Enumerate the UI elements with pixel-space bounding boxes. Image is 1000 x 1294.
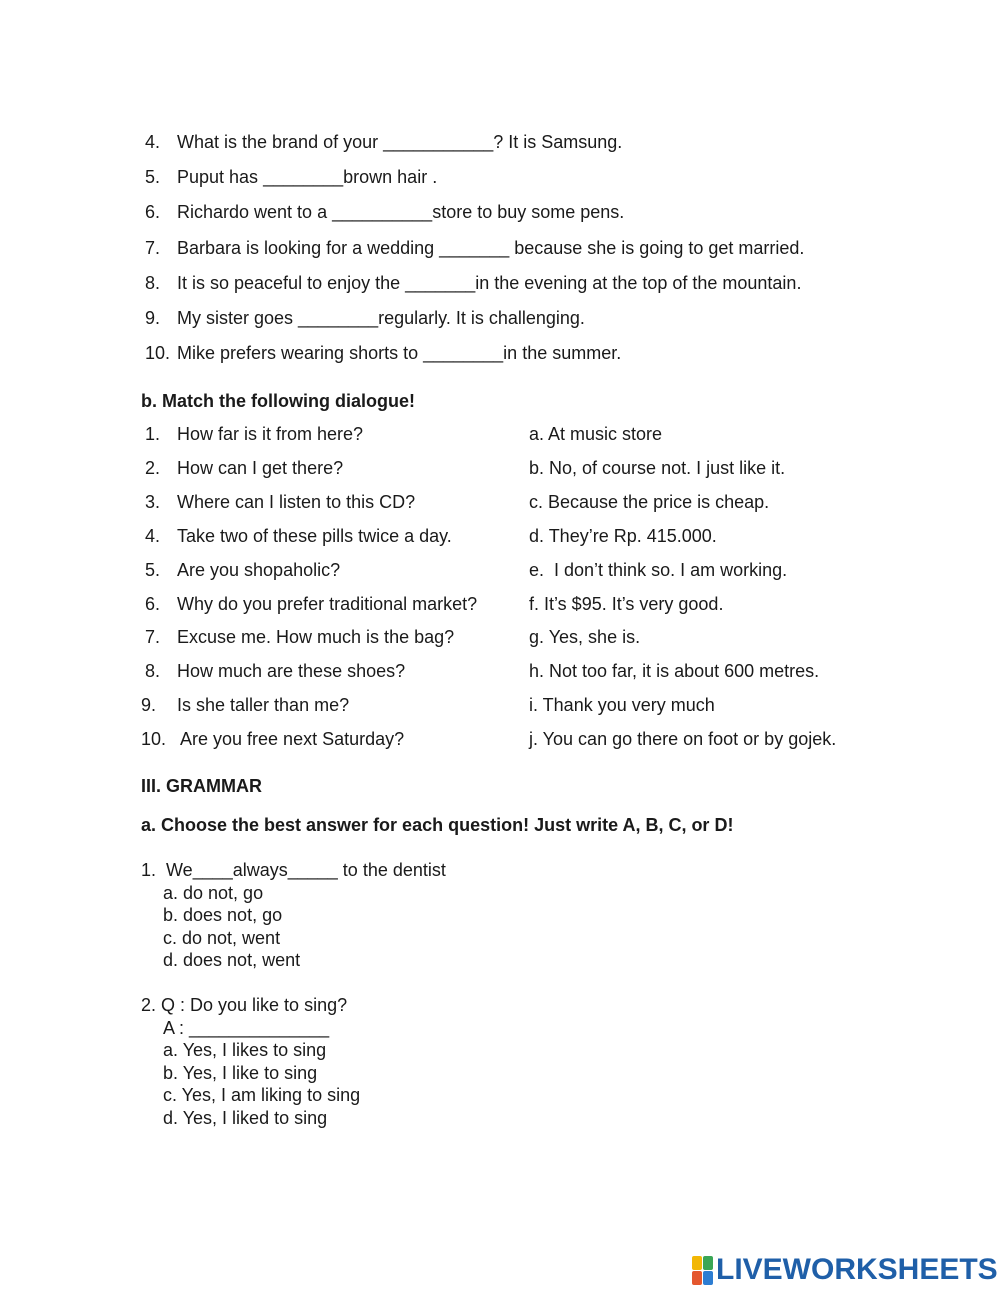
question-number: 1.	[145, 424, 161, 444]
grammar-heading: III. GRAMMAR	[141, 776, 262, 796]
item-text: What is the brand of your ___________? It is Samsung.	[177, 132, 623, 152]
question-number: 5.	[145, 560, 161, 580]
option-b: b. does not, go	[163, 905, 283, 925]
answer-option: g. Yes, she is.	[529, 627, 641, 647]
question-stem: 1. We____always_____ to the dentist	[141, 860, 446, 880]
question-number: 2.	[145, 458, 161, 478]
item-text: Mike prefers wearing shorts to ________in the summer.	[177, 343, 622, 363]
option-d: d. does not, went	[163, 950, 301, 970]
item-number: 5.	[145, 167, 161, 187]
answer-option: c. Because the price is cheap.	[529, 492, 770, 512]
item-text: Puput has ________brown hair .	[177, 167, 438, 187]
answer-option: d. They’re Rp. 415.000.	[529, 526, 717, 546]
question-number: 4.	[145, 526, 161, 546]
question-number: 6.	[145, 594, 161, 614]
answer-option: j. You can go there on foot or by gojek.	[529, 729, 837, 749]
question-text: Are you shopaholic?	[177, 560, 341, 580]
item-text: Richardo went to a __________store to buy some pens.	[177, 202, 625, 222]
liveworksheets-icon	[692, 1256, 712, 1284]
answer-line: A : ______________	[163, 1018, 330, 1038]
section-b-heading: b. Match the following dialogue!	[141, 391, 415, 411]
question-text: Excuse me. How much is the bag?	[177, 627, 455, 647]
option-c: c. Yes, I am liking to sing	[163, 1085, 361, 1105]
item-text: It is so peaceful to enjoy the _______in the evening at the top of the mountain.	[177, 273, 802, 293]
option-c: c. do not, went	[163, 928, 281, 948]
item-number: 6.	[145, 202, 161, 222]
question-text: Take two of these pills twice a day.	[177, 526, 452, 546]
item-text: My sister goes ________regularly. It is challenging.	[177, 308, 585, 328]
option-a: a. do not, go	[163, 883, 264, 903]
question-text: Are you free next Saturday?	[180, 729, 405, 749]
question-number: 8.	[145, 661, 161, 681]
option-d: d. Yes, I liked to sing	[163, 1108, 328, 1128]
answer-option: b. No, of course not. I just like it.	[529, 458, 786, 478]
question-text: How far is it from here?	[177, 424, 364, 444]
grammar-subheading: a. Choose the best answer for each question! Just write A, B, C, or D!	[141, 815, 734, 835]
question-number: 7.	[145, 627, 161, 647]
answer-option: i. Thank you very much	[529, 695, 715, 715]
item-number: 7.	[145, 238, 161, 258]
item-number: 9.	[145, 308, 161, 328]
answer-option: e. I don’t think so. I am working.	[529, 560, 788, 580]
answer-option: h. Not too far, it is about 600 metres.	[529, 661, 820, 681]
question-text: How can I get there?	[177, 458, 344, 478]
question-text: Why do you prefer traditional market?	[177, 594, 478, 614]
item-number: 10.	[145, 343, 171, 363]
question-number: 9.	[141, 695, 157, 715]
question-stem: 2. Q : Do you like to sing?	[141, 995, 348, 1015]
item-number: 8.	[145, 273, 161, 293]
item-text: Barbara is looking for a wedding _______ because she is going to get married.	[177, 238, 805, 258]
answer-option: a. At music store	[529, 424, 663, 444]
liveworksheets-logo	[692, 1252, 998, 1288]
question-text: How much are these shoes?	[177, 661, 406, 681]
option-a: a. Yes, I likes to sing	[163, 1040, 327, 1060]
question-text: Where can I listen to this CD?	[177, 492, 416, 512]
logo-wordmark: LIVEWORKSHEETS	[716, 1253, 998, 1286]
item-number: 4.	[145, 132, 161, 152]
question-number: 3.	[145, 492, 161, 512]
question-text: Is she taller than me?	[177, 695, 350, 715]
answer-option: f. It’s $95. It’s very good.	[529, 594, 724, 614]
option-b: b. Yes, I like to sing	[163, 1063, 318, 1083]
question-number: 10.	[141, 729, 167, 749]
